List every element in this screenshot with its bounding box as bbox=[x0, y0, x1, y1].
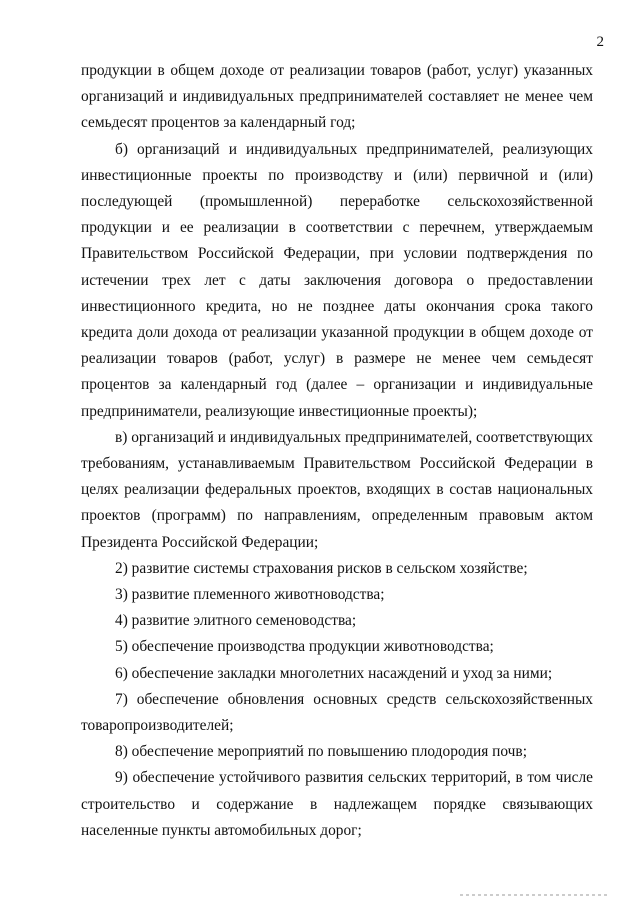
list-item-6: 6) обеспечение закладки многолетних насаждений и уход за ними; bbox=[115, 664, 553, 682]
document-body bbox=[81, 58, 593, 844]
list-item-2: 2) развитие системы страхования рисков в сельском хозяйстве; bbox=[115, 559, 528, 577]
list-item-4: 4) развитие элитного семеноводства; bbox=[115, 612, 357, 630]
list-item-7: 7) обеспечение обновления основных средств сельскохозяйственных товаропроизводителей; bbox=[81, 690, 593, 735]
list-item-5: 5) обеспечение производства продукции животноводства; bbox=[115, 638, 494, 656]
paragraph-continuation: продукции в общем доходе от реализации товаров (работ, услуг) указанных организаций и индивидуальных предпринимателей составляет не менее чем семьдесят процентов за календарный год; bbox=[81, 62, 593, 132]
paragraph-item-b: б) организаций и индивидуальных предпринимателей, реализующих инвестиционные проекты по производству и (или) первичной и (или) последующей (промышленной) переработке сельскохозяйственной продукции и ее реализации в соответствии с перечнем, утверждаемым Правительством Российской Федерации, при условии подтверждения по истечении трех лет с даты заключения договора о предоставлении инвестиционного кредита, но не позднее даты окончания срока такого кредита доли дохода от реализации указанной продукции в общем доходе от реализации товаров (работ, услуг) в размере не менее чем семьдесят процентов за календарный год (далее – организации и индивидуальные предприниматели, реализующие инвестиционные проекты); bbox=[81, 140, 593, 420]
list-item-9: 9) обеспечение устойчивого развития сельских территорий, в том числе строительство и содержание в надлежащем порядке связывающих населенные пункты автомобильных дорог; bbox=[81, 769, 593, 839]
list-item-3: 3) развитие племенного животноводства; bbox=[115, 586, 385, 604]
page-number: 2 bbox=[596, 34, 604, 50]
paragraph-item-v: в) организаций и индивидуальных предпринимателей, соответствующих требованиям, устанавливаемым Правительством Российской Федерации в целях реализации федеральных проектов, входящих в состав национальных проектов (программ) по направлениям, определенным правовым актом Президента Российской Федерации; bbox=[81, 428, 593, 551]
scan-artifact bbox=[460, 894, 610, 896]
list-item-8: 8) обеспечение мероприятий по повышению плодородия почв; bbox=[115, 743, 527, 761]
